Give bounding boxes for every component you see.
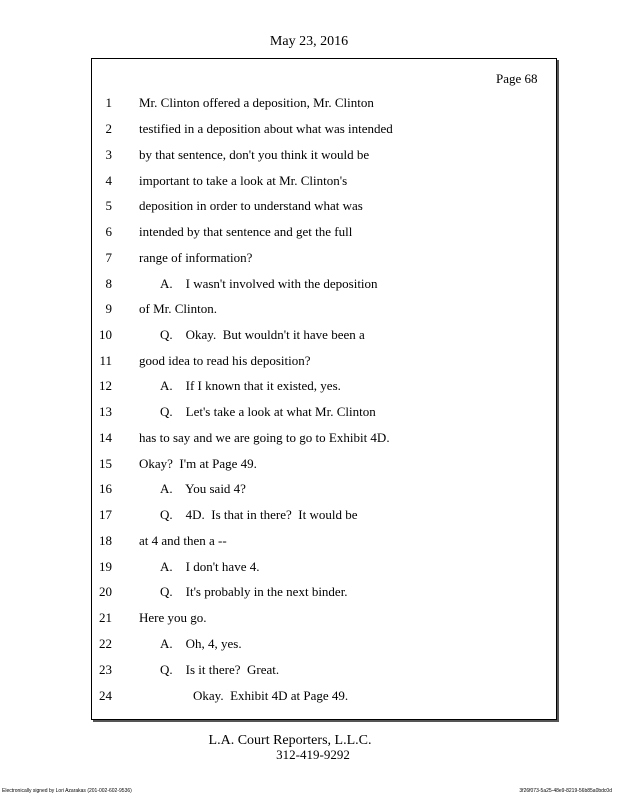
line-number: 12	[99, 378, 112, 393]
transcript-line	[0, 532, 600, 550]
line-text: at 4 and then a --	[139, 533, 227, 548]
transcript-line	[0, 120, 600, 138]
transcript-line	[0, 583, 600, 601]
line-text: Q. Okay. But wouldn't it have been a	[160, 327, 365, 342]
line-text: Q. Is it there? Great.	[160, 662, 280, 677]
transcript-line	[0, 172, 600, 190]
transcript-line	[0, 609, 600, 627]
transcript-line	[0, 377, 600, 395]
page-number: Page 68	[496, 71, 538, 86]
transcript-line	[0, 146, 600, 164]
transcript-line	[0, 558, 600, 576]
line-number: 21	[99, 610, 112, 625]
transcript-line	[0, 197, 600, 215]
line-text: has to say and we are going to go to Exhibit 4D.	[139, 430, 390, 445]
transcript-line	[0, 403, 600, 421]
line-text: Q. It's probably in the next binder.	[160, 584, 348, 599]
transcript-line	[0, 352, 600, 370]
line-text: A. I don't have 4.	[160, 559, 260, 574]
transcript-line	[0, 326, 600, 344]
transcript-line	[0, 687, 600, 705]
transcript-line	[0, 275, 600, 293]
line-text: Here you go.	[139, 610, 207, 625]
header-date: May 23, 2016	[269, 34, 349, 49]
line-text: testified in a deposition about what was intended	[139, 121, 393, 136]
line-text: of Mr. Clinton.	[139, 301, 218, 316]
line-text: A. Oh, 4, yes.	[160, 636, 242, 651]
line-number: 9	[105, 301, 112, 316]
line-text: A. If I known that it existed, yes.	[160, 378, 341, 393]
line-text: range of information?	[139, 250, 253, 265]
line-number: 24	[99, 688, 112, 703]
line-number: 7	[105, 250, 112, 265]
line-number: 11	[99, 353, 112, 368]
line-number: 4	[105, 173, 112, 188]
line-number: 22	[99, 636, 112, 651]
transcript-line	[0, 223, 600, 241]
transcript-line	[0, 455, 600, 473]
line-text: deposition in order to understand what was	[139, 198, 363, 213]
line-text: A. You said 4?	[160, 481, 246, 496]
line-number: 18	[99, 533, 112, 548]
transcript-line	[0, 661, 600, 679]
line-text: important to take a look at Mr. Clinton's	[139, 173, 348, 188]
line-number: 16	[99, 481, 112, 496]
transcript-line	[0, 300, 600, 318]
line-text: A. I wasn't involved with the deposition	[160, 276, 378, 291]
electronic-signature: Electronically signed by Lori Azarakas (201-002-602-9536)	[2, 788, 132, 794]
line-number: 13	[99, 404, 112, 419]
line-number: 23	[99, 662, 112, 677]
transcript-line	[0, 506, 600, 524]
line-number: 5	[105, 198, 112, 213]
line-number: 19	[99, 559, 112, 574]
line-number: 17	[99, 507, 112, 522]
line-number: 8	[105, 276, 112, 291]
footer-phone: 312-419-9292	[276, 747, 350, 762]
line-number: 15	[99, 456, 112, 471]
line-text: Q. 4D. Is that in there? It would be	[160, 507, 358, 522]
transcript-line	[0, 635, 600, 653]
transcript-line	[0, 429, 600, 447]
line-number: 1	[105, 95, 112, 110]
line-text: good idea to read his deposition?	[139, 353, 311, 368]
line-number: 6	[105, 224, 112, 239]
line-number: 10	[99, 327, 112, 342]
line-number: 14	[99, 430, 112, 445]
line-text: Mr. Clinton offered a deposition, Mr. Clinton	[139, 95, 374, 110]
transcript-line	[0, 94, 600, 112]
line-text: Q. Let's take a look at what Mr. Clinton	[160, 404, 376, 419]
line-text: intended by that sentence and get the full	[139, 224, 353, 239]
footer-company: L.A. Court Reporters, L.L.C.	[208, 733, 372, 748]
line-number: 2	[105, 121, 112, 136]
transcript-line	[0, 480, 600, 498]
line-text: Okay? I'm at Page 49.	[139, 456, 257, 471]
line-number: 20	[99, 584, 112, 599]
document-id: 3f26f073-5a25-48e9-8219-56b85a0bdc0d	[519, 788, 612, 794]
line-text: Okay. Exhibit 4D at Page 49.	[193, 688, 349, 703]
transcript-line	[0, 249, 600, 267]
line-text: by that sentence, don't you think it would be	[139, 147, 370, 162]
line-number: 3	[105, 147, 112, 162]
